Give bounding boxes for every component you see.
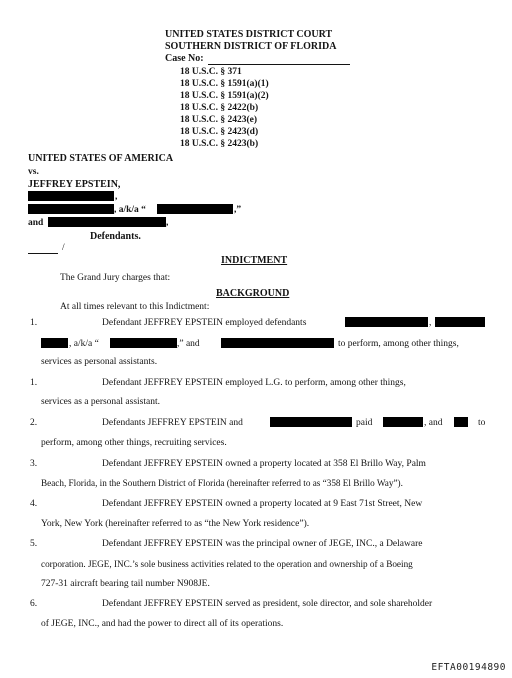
- redaction-bar: [110, 338, 177, 348]
- caption-comma: ,: [166, 218, 169, 228]
- redaction-bar: [41, 338, 68, 348]
- paragraph-text: of JEGE, INC., and had the power to direct all of its operations.: [41, 619, 284, 629]
- paragraph-text: , a/k/a “: [69, 339, 99, 349]
- statute-item: 18 U.S.C. § 2422(b): [180, 103, 259, 113]
- statute-item: 18 U.S.C. § 2423(e): [180, 115, 258, 125]
- at-all-times-line: At all times relevant to this Indictment:: [60, 302, 210, 312]
- paragraph-number: 6.: [30, 599, 38, 609]
- paragraph-text: Defendant JEFFREY EPSTEIN was the principal owner of JEGE, INC., a Delaware: [102, 539, 423, 549]
- paragraph-text: services as personal assistants.: [41, 357, 158, 367]
- paragraph-text: Defendant JEFFREY EPSTEIN employed L.G. to perform, among other things,: [102, 378, 406, 388]
- paragraph-text: Defendant JEFFREY EPSTEIN employed defendants: [102, 318, 307, 328]
- paragraph-text: perform, among other things, recruiting services.: [41, 438, 227, 448]
- paragraph-text: ,: [429, 318, 432, 328]
- paragraph-text: ,” and: [177, 339, 200, 349]
- statute-item: 18 U.S.C. § 1591(a)(1): [180, 79, 269, 89]
- caption-rule: [28, 253, 58, 254]
- indictment-title: INDICTMENT: [221, 255, 288, 266]
- redaction-bar: [383, 417, 423, 427]
- redaction-bar: [221, 338, 334, 348]
- plaintiff-name: UNITED STATES OF AMERICA: [28, 153, 174, 164]
- bates-number: EFTA00194890: [431, 662, 506, 673]
- versus-label: vs.: [28, 167, 39, 177]
- case-number-label: Case No:: [165, 53, 204, 64]
- court-district: SOUTHERN DISTRICT OF FLORIDA: [165, 41, 337, 52]
- paragraph-text: services as a personal assistant.: [41, 397, 160, 407]
- paragraph-text: Defendants JEFFREY EPSTEIN and: [102, 418, 243, 428]
- paragraph-text: Defendant JEFFREY EPSTEIN served as president, sole director, and sole shareholder: [102, 599, 433, 609]
- paragraph-text: York, New York (hereinafter referred to as “the New York residence”).: [41, 519, 310, 529]
- redaction-bar: [28, 191, 114, 201]
- statute-item: 18 U.S.C. § 1591(a)(2): [180, 91, 269, 101]
- paragraph-text: Beach, Florida, in the Southern District of Florida (hereinafter referred to as “358 El Brillo Way”).: [41, 478, 403, 488]
- paragraph-text: , and: [424, 418, 443, 428]
- paragraph-number: 4.: [30, 499, 38, 509]
- paragraph-number: 1.: [30, 318, 38, 328]
- grand-jury-line: The Grand Jury charges that:: [60, 273, 171, 283]
- statute-item: 18 U.S.C. § 371: [180, 67, 242, 77]
- defendants-label: Defendants.: [90, 231, 141, 242]
- redaction-bar: [345, 317, 428, 327]
- background-title: BACKGROUND: [216, 288, 290, 299]
- redaction-bar: [48, 217, 169, 228]
- caption-comma: ,: [115, 192, 118, 202]
- paragraph-text: Defendant JEFFREY EPSTEIN owned a property located at 358 El Brillo Way, Palm: [102, 459, 426, 469]
- aka-close: ,”: [234, 205, 242, 215]
- defendant-name: JEFFREY EPSTEIN,: [28, 179, 121, 190]
- paragraph-text: 727-31 aircraft bearing tail number N908JE.: [41, 579, 210, 589]
- redaction-bar: [435, 317, 485, 327]
- paragraph-text: to perform, among other things,: [338, 339, 459, 349]
- paragraph-number: 2.: [30, 418, 38, 428]
- redaction-bar: [270, 417, 352, 427]
- court-name: UNITED STATES DISTRICT COURT: [165, 29, 333, 40]
- caption-slash: /: [62, 243, 65, 253]
- caption-and: and: [28, 218, 44, 228]
- statute-item: 18 U.S.C. § 2423(b): [180, 139, 259, 149]
- aka-text: , a/k/a “: [114, 205, 146, 215]
- paragraph-text: corporation. JEGE, INC.’s sole business activities related to the operation and ownership of a Boeing: [41, 559, 413, 569]
- redaction-bar: [454, 417, 468, 427]
- redaction-bar: [157, 204, 233, 214]
- paragraph-number: 1.: [30, 378, 38, 388]
- paragraph-text: Defendant JEFFREY EPSTEIN owned a property located at 9 East 71st Street, New: [102, 499, 423, 509]
- paragraph-number: 5.: [30, 539, 38, 549]
- case-number-blank: [208, 64, 350, 65]
- statute-item: 18 U.S.C. § 2423(d): [180, 127, 259, 137]
- redaction-bar: [28, 204, 114, 214]
- paragraph-text: to: [478, 418, 486, 428]
- paragraph-text: paid: [356, 418, 373, 428]
- paragraph-number: 3.: [30, 459, 38, 469]
